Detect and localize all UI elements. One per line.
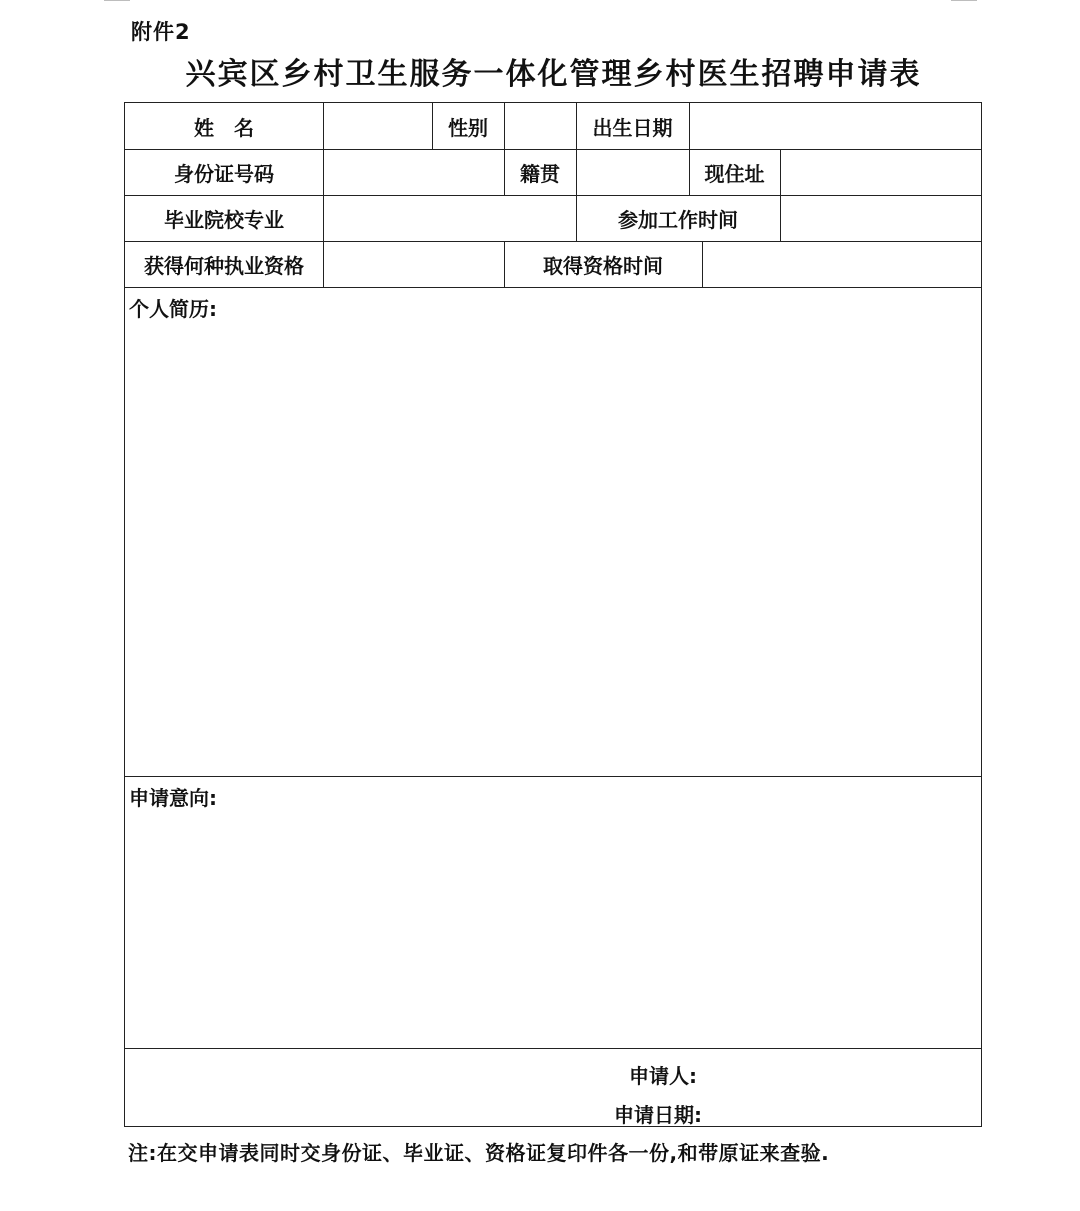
intention-label: 申请意向: bbox=[129, 786, 217, 810]
page-title: 兴宾区乡村卫生服务一体化管理乡村医生招聘申请表 bbox=[185, 57, 922, 92]
qualification-field[interactable] bbox=[324, 241, 504, 287]
top-edge-mark-left bbox=[104, 0, 130, 1]
address-label: 现住址 bbox=[704, 161, 765, 186]
name-field[interactable] bbox=[324, 103, 432, 149]
apply-date-label: 申请日期: bbox=[614, 1103, 702, 1127]
school-major-label: 毕业院校专业 bbox=[164, 207, 284, 232]
birthdate-field[interactable] bbox=[690, 103, 981, 149]
address-field[interactable] bbox=[781, 149, 981, 195]
resume-label: 个人简历: bbox=[129, 297, 217, 321]
row-divider-4 bbox=[125, 287, 981, 288]
apply-date-field[interactable] bbox=[715, 1093, 970, 1127]
school-major-field[interactable] bbox=[324, 195, 576, 241]
work-start-label: 参加工作时间 bbox=[618, 207, 738, 232]
footnote: 注:在交申请表同时交身份证、毕业证、资格证复印件各一份,和带原证来查验. bbox=[128, 1141, 830, 1165]
intention-field[interactable] bbox=[125, 812, 981, 1045]
id-number-label: 身份证号码 bbox=[174, 161, 274, 186]
birthdate-label: 出生日期 bbox=[592, 115, 673, 140]
application-form bbox=[124, 102, 982, 1127]
row-divider-5 bbox=[125, 776, 981, 777]
work-start-field[interactable] bbox=[781, 195, 981, 241]
top-edge-mark-right bbox=[951, 0, 977, 1]
qualification-time-label: 取得资格时间 bbox=[543, 253, 663, 278]
qualification-time-field[interactable] bbox=[703, 241, 981, 287]
row-divider-6 bbox=[125, 1048, 981, 1049]
attachment-label: 附件2 bbox=[131, 20, 191, 44]
applicant-field[interactable] bbox=[710, 1055, 970, 1089]
name-label: 姓 名 bbox=[194, 115, 254, 140]
id-number-field[interactable] bbox=[324, 149, 504, 195]
qualification-label: 获得何种执业资格 bbox=[144, 253, 304, 278]
resume-field[interactable] bbox=[125, 323, 981, 773]
applicant-label: 申请人: bbox=[629, 1064, 697, 1088]
gender-field[interactable] bbox=[505, 103, 576, 149]
native-place-label: 籍贯 bbox=[520, 161, 560, 186]
native-place-field[interactable] bbox=[577, 149, 689, 195]
gender-label: 性别 bbox=[448, 115, 488, 140]
